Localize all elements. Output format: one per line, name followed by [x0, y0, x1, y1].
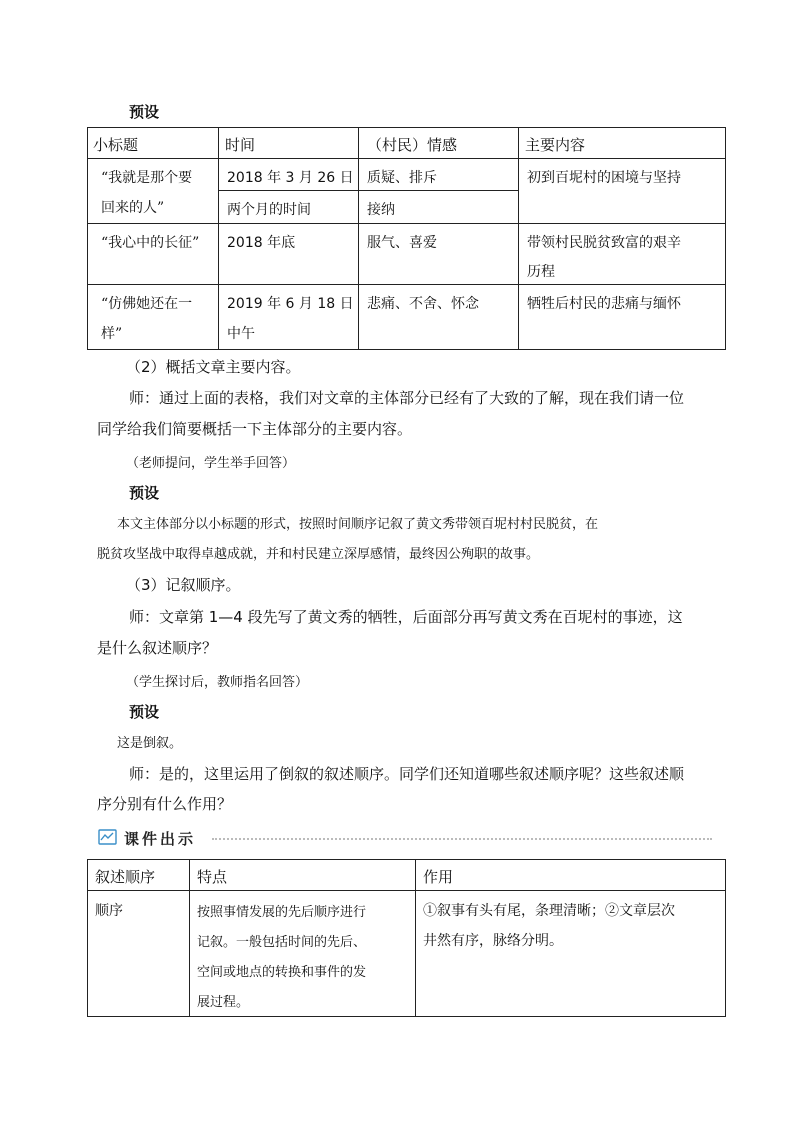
teacher-line-2a: 师：文章第 1—4 段先写了黄文秀的牺牲，后面部分再写黄文秀在百坭村的事迹，这	[129, 608, 683, 626]
t2-effect-line1: ①叙事有头有尾，条理清晰；②文章层次	[423, 903, 675, 919]
t2-effect-line2: 井然有序，脉络分明。	[423, 933, 563, 949]
header-emotion: （村民）情感	[367, 136, 458, 154]
header-subtitle: 小标题	[93, 136, 139, 154]
t2-feature-line4: 展过程。	[197, 995, 250, 1010]
teacher-line-3b: 序分别有什么作用？	[97, 795, 233, 813]
teacher-line-3a: 师：是的，这里运用了倒叙的叙述顺序。同学们还知道哪些叙述顺序呢？这些叙述顺	[129, 765, 685, 783]
preset-heading-2: 预设	[129, 484, 160, 502]
section-3-heading: （3）记叙顺序。	[126, 576, 241, 594]
row2-emotion: 服气、喜爱	[367, 235, 437, 251]
row3-title-line1: “仿佛她还在一	[101, 296, 193, 312]
teacher-line-1b: 同学给我们简要概括一下主体部分的主要内容。	[97, 420, 413, 438]
section-2-heading: （2）概括文章主要内容。	[126, 358, 301, 376]
row1-time2: 两个月的时间	[227, 202, 311, 218]
t2-header-order: 叙述顺序	[95, 868, 156, 886]
t2-feature-line3: 空间或地点的转换和事件的发	[197, 965, 367, 980]
row3-time-line2: 中午	[227, 326, 255, 342]
row1-emotion2: 接纳	[367, 202, 395, 218]
courseware-label: 课件出示	[124, 830, 197, 848]
t2-feature-line2: 记叙。一般包括时间的先后、	[197, 935, 367, 950]
row1-content: 初到百坭村的困境与坚持	[527, 170, 681, 186]
teacher-line-1a: 师：通过上面的表格，我们对文章的主体部分已经有了大致的了解，现在我们请一位	[129, 389, 685, 407]
answer-2b: 脱贫攻坚战中取得卓越成就，并和村民建立深厚感情，最终因公殉职的故事。	[97, 547, 540, 562]
row1-emotion1: 质疑、排斥	[367, 170, 437, 186]
t2-order-value: 顺序	[95, 903, 123, 919]
row3-time-line1: 2019 年 6 月 18 日	[227, 296, 354, 312]
summary-table	[87, 127, 726, 350]
narrative-order-table	[87, 859, 726, 1017]
row2-content-line1: 带领村民脱贫致富的艰辛	[527, 235, 681, 251]
row3-content: 牺牲后村民的悲痛与缅怀	[527, 296, 681, 312]
note-2: （学生探讨后，教师指名回答）	[126, 675, 309, 690]
row2-content-line2: 历程	[527, 264, 555, 280]
row3-title-line2: 样”	[101, 326, 123, 342]
t2-header-feature: 特点	[197, 868, 228, 886]
courseware-divider	[212, 838, 712, 840]
header-time: 时间	[225, 136, 256, 154]
t2-header-effect: 作用	[423, 868, 454, 886]
preset-heading-3: 预设	[129, 703, 160, 721]
answer-2a: 本文主体部分以小标题的形式，按照时间顺序记叙了黄文秀带领百坭村村民脱贫，在	[117, 517, 599, 532]
teacher-line-2b: 是什么叙述顺序？	[97, 639, 218, 657]
row1-title-line1: “我就是那个要	[101, 170, 193, 186]
note-1: （老师提问，学生举手回答）	[126, 456, 296, 471]
row1-time1: 2018 年 3 月 26 日	[227, 170, 354, 186]
preset-heading: 预设	[129, 103, 160, 121]
t2-feature-line1: 按照事情发展的先后顺序进行	[197, 905, 367, 920]
header-content: 主要内容	[525, 136, 586, 154]
row2-title: “我心中的长征”	[101, 235, 200, 251]
answer-3: 这是倒叙。	[117, 736, 183, 751]
courseware-icon	[98, 829, 118, 846]
row2-time: 2018 年底	[227, 235, 296, 251]
row1-title-line2: 回来的人”	[101, 200, 165, 216]
row3-emotion: 悲痛、不舍、怀念	[367, 296, 479, 312]
